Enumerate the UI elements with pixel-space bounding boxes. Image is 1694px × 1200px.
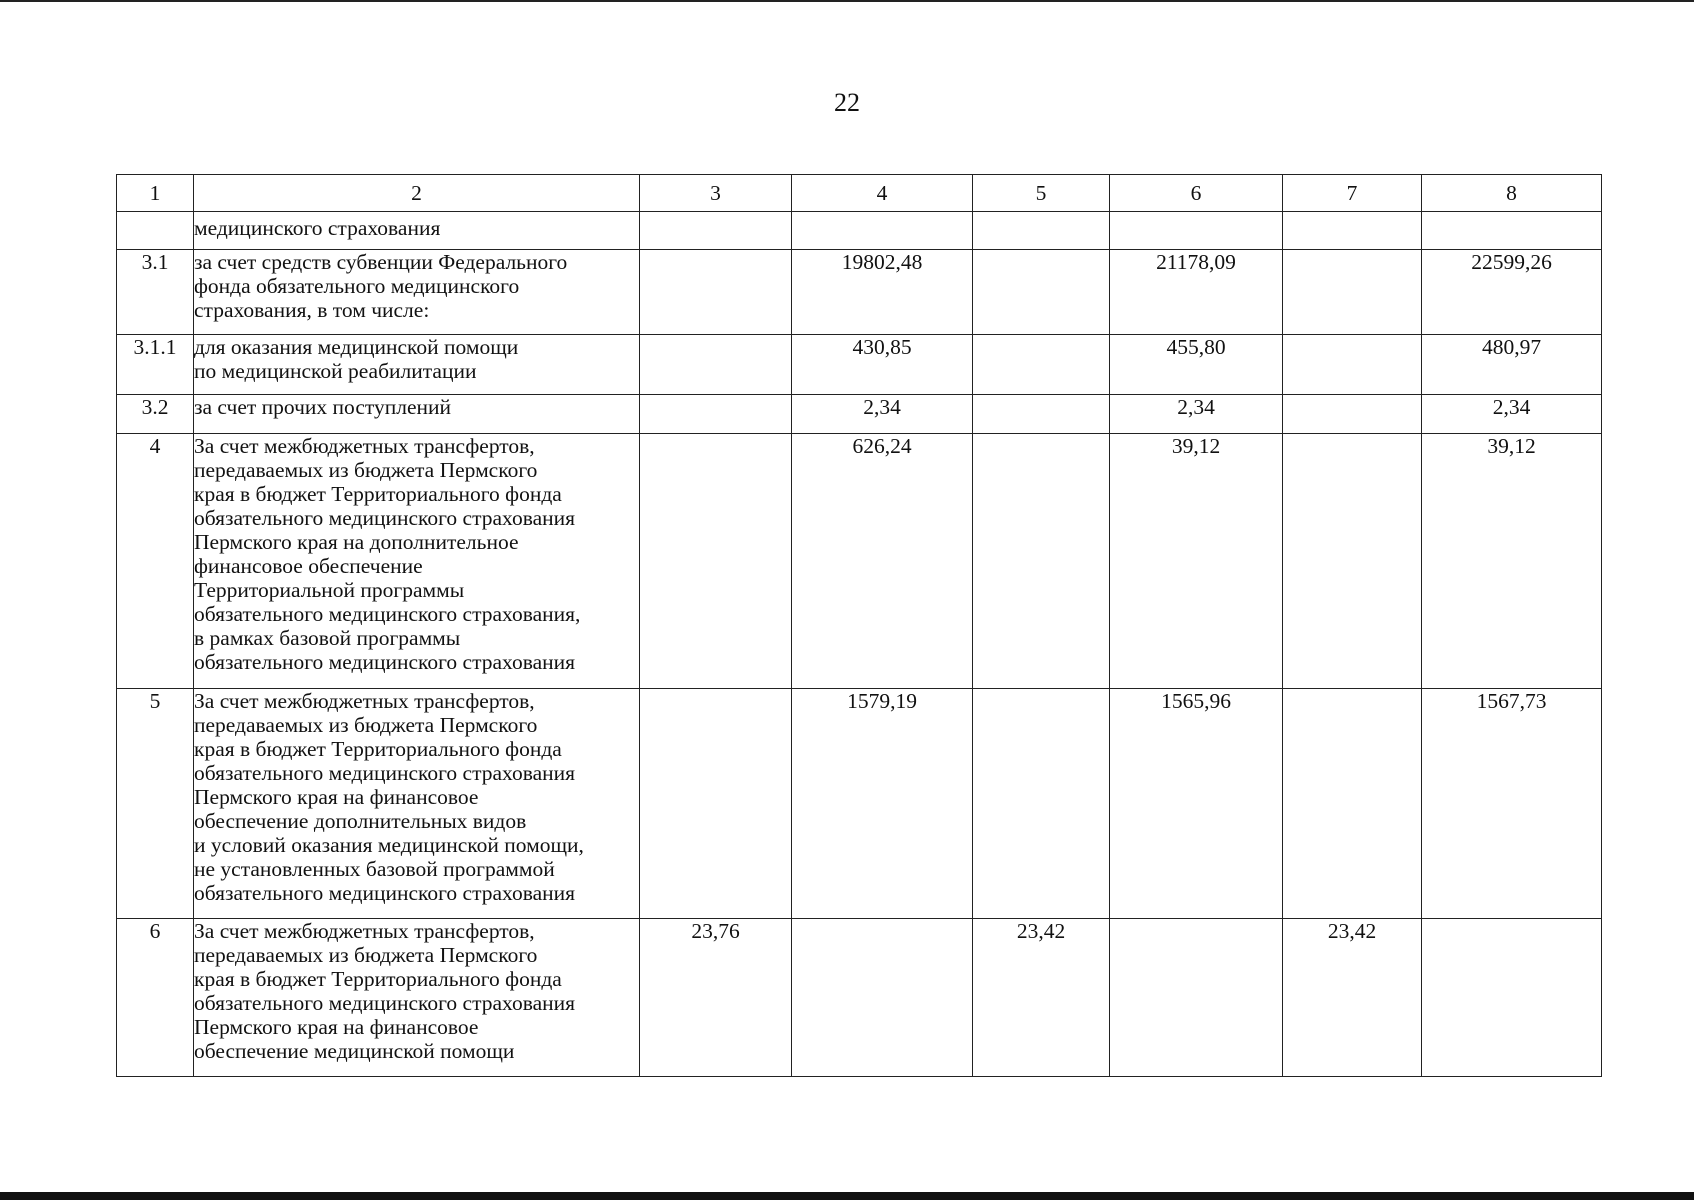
value-col-7 — [1283, 395, 1422, 434]
row-number: 6 — [117, 919, 194, 1077]
value-col-6 — [1110, 212, 1283, 250]
value-col-3 — [640, 689, 792, 919]
value-col-4: 2,34 — [792, 395, 973, 434]
value-col-4 — [792, 919, 973, 1077]
row-description: За счет межбюджетных трансфертов, передаваемых из бюджета Пермского края в бюджет Территориального фонда обязательного медицинского страхования Пермского края на финансовое обеспечение дополнительных видов и условий оказания медицинской помощи, не установленных базовой программой обязательного медицинского страхования — [194, 689, 640, 919]
table-row — [117, 689, 1602, 919]
value-col-6: 21178,09 — [1110, 250, 1283, 335]
value-col-4: 19802,48 — [792, 250, 973, 335]
value-col-4: 430,85 — [792, 335, 973, 395]
value-col-7 — [1283, 689, 1422, 919]
value-col-8 — [1422, 212, 1602, 250]
financing-table — [116, 174, 1602, 1077]
row-description: за счет средств субвенции Федерального фонда обязательного медицинского страхования, в том числе: — [194, 250, 640, 335]
table-row — [117, 434, 1602, 689]
table-header-row — [117, 175, 1602, 212]
value-col-7: 23,42 — [1283, 919, 1422, 1077]
row-description: За счет межбюджетных трансфертов, передаваемых из бюджета Пермского края в бюджет Территориального фонда обязательного медицинского страхования Пермского края на дополнительное финансовое обеспечение Территориальной программы обязательного медицинского страхования, в рамках базовой программы обязательного медицинского страхования — [194, 434, 640, 689]
row-description: медицинского страхования — [194, 212, 640, 250]
value-col-5 — [973, 250, 1110, 335]
value-col-4: 1579,19 — [792, 689, 973, 919]
value-col-7 — [1283, 250, 1422, 335]
value-col-5 — [973, 689, 1110, 919]
header-cell: 5 — [973, 175, 1110, 212]
row-number: 3.1 — [117, 250, 194, 335]
value-col-8: 2,34 — [1422, 395, 1602, 434]
row-number: 4 — [117, 434, 194, 689]
header-cell: 6 — [1110, 175, 1283, 212]
value-col-4: 626,24 — [792, 434, 973, 689]
table-row — [117, 250, 1602, 335]
value-col-5 — [973, 434, 1110, 689]
table-row — [117, 919, 1602, 1077]
row-description: За счет межбюджетных трансфертов, передаваемых из бюджета Пермского края в бюджет Территориального фонда обязательного медицинского страхования Пермского края на финансовое обеспечение медицинской помощи — [194, 919, 640, 1077]
header-cell: 8 — [1422, 175, 1602, 212]
value-col-5: 23,42 — [973, 919, 1110, 1077]
value-col-3 — [640, 250, 792, 335]
value-col-7 — [1283, 434, 1422, 689]
value-col-6: 39,12 — [1110, 434, 1283, 689]
value-col-5 — [973, 395, 1110, 434]
value-col-3: 23,76 — [640, 919, 792, 1077]
row-description: за счет прочих поступлений — [194, 395, 640, 434]
value-col-8: 22599,26 — [1422, 250, 1602, 335]
value-col-8 — [1422, 919, 1602, 1077]
value-col-3 — [640, 212, 792, 250]
value-col-7 — [1283, 335, 1422, 395]
value-col-3 — [640, 395, 792, 434]
value-col-6: 2,34 — [1110, 395, 1283, 434]
header-cell: 3 — [640, 175, 792, 212]
value-col-4 — [792, 212, 973, 250]
value-col-8: 39,12 — [1422, 434, 1602, 689]
row-number: 5 — [117, 689, 194, 919]
header-cell: 1 — [117, 175, 194, 212]
header-cell: 4 — [792, 175, 973, 212]
table-row — [117, 212, 1602, 250]
scan-edge-top — [0, 0, 1694, 2]
value-col-8: 480,97 — [1422, 335, 1602, 395]
value-col-6 — [1110, 919, 1283, 1077]
value-col-5 — [973, 212, 1110, 250]
row-number: 3.2 — [117, 395, 194, 434]
value-col-3 — [640, 434, 792, 689]
scan-edge-bottom — [0, 1192, 1694, 1200]
value-col-6: 455,80 — [1110, 335, 1283, 395]
header-cell: 2 — [194, 175, 640, 212]
table-row — [117, 335, 1602, 395]
table-row — [117, 395, 1602, 434]
row-number: 3.1.1 — [117, 335, 194, 395]
row-description: для оказания медицинской помощи по медицинской реабилитации — [194, 335, 640, 395]
header-cell: 7 — [1283, 175, 1422, 212]
row-number — [117, 212, 194, 250]
value-col-3 — [640, 335, 792, 395]
value-col-5 — [973, 335, 1110, 395]
value-col-6: 1565,96 — [1110, 689, 1283, 919]
page-number: 22 — [834, 88, 860, 117]
value-col-8: 1567,73 — [1422, 689, 1602, 919]
value-col-7 — [1283, 212, 1422, 250]
